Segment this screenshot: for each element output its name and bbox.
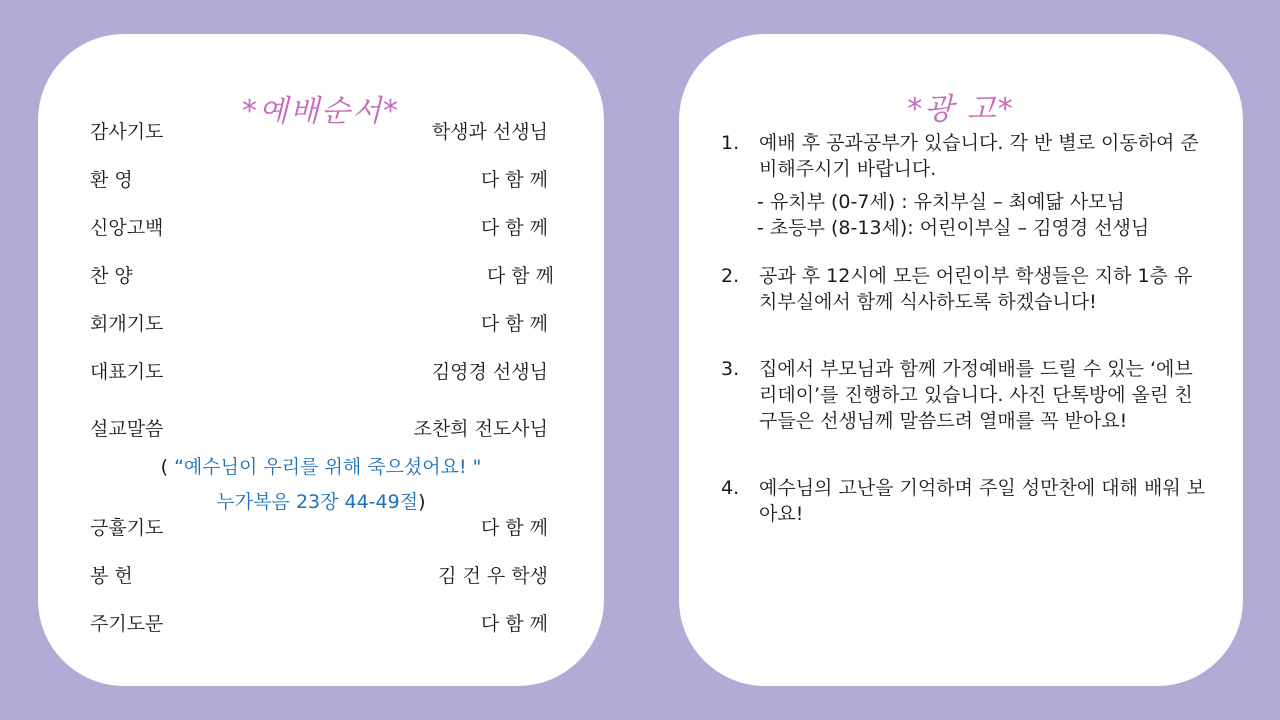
order-row-leader: 김 건 우 학생 [438,565,548,587]
order-row-label: 대표기도 [90,361,164,383]
announcement-item [721,356,1221,434]
order-row [38,414,604,444]
announcement-item [721,263,1221,315]
announcement-subitem: - 유치부 (0-7세) : 유치부실 – 최예닮 사모님 [757,191,1125,213]
sermon-title-text: “예수님이 우리를 위해 죽으셨어요! " [174,456,482,478]
announcement-subitem: - 초등부 (8-13세): 어린이부실 – 김영경 선생님 [757,217,1150,239]
worship-order-title: *예배순서* [242,94,400,129]
order-row-label: 신앙고백 [90,217,164,239]
announcement-number: 3. [721,358,740,380]
order-row [38,165,604,195]
announcement-item [721,475,1221,527]
sermon-scripture-text: 누가복음 23장 44-49절 [216,491,419,513]
announcement-number: 1. [721,132,740,154]
announcement-text: 집에서 부모님과 함께 가정예배를 드릴 수 있는 ‘에브리데이’를 진행하고 있습니다. 사진 단톡방에 올린 친구들은 선생님께 말씀드려 열매를 꼭 받아요! [759,358,1193,432]
order-row-leader: 학생과 선생님 [431,121,548,143]
order-row [38,357,604,387]
worship-order-card [38,34,604,686]
order-row [38,261,604,291]
sermon-scripture [38,487,604,514]
order-row-leader: 다 함 께 [480,313,548,335]
announcement-text: 예수님의 고난을 기억하며 주일 성만찬에 대해 배워 보아요! [759,477,1206,525]
sermon-title [38,452,604,479]
sermon-open-paren: ( [160,456,175,478]
order-row-label: 주기도문 [90,613,164,635]
order-row [38,309,604,339]
order-row-leader: 김영경 선생님 [431,361,548,383]
order-row-label: 긍휼기도 [90,517,164,539]
order-row [38,117,604,147]
order-row-leader: 다 함 께 [480,217,548,239]
order-row-leader: 다 함 께 [480,613,548,635]
announcement-text: 예배 후 공과공부가 있습니다. 각 반 별로 이동하여 준비해주시기 바랍니다. [759,132,1199,180]
order-row-label: 봉 헌 [90,565,133,587]
announcements-title: *광 고* [907,92,1015,127]
order-row-label: 환 영 [90,169,133,191]
order-row [38,609,604,639]
sermon-close-paren: ) [418,491,426,513]
order-row-leader: 다 함 께 [480,169,548,191]
order-row [38,561,604,591]
order-row [38,513,604,543]
announcements-card [679,34,1243,686]
announcement-number: 4. [721,477,740,499]
announcement-item [721,130,1221,190]
announcement-number: 2. [721,265,740,287]
order-row-leader: 다 함 께 [486,265,554,287]
order-row-label: 감사기도 [90,121,164,143]
order-row-label: 회개기도 [90,313,164,335]
order-row-label: 찬 양 [90,265,133,287]
announcement-text: 공과 후 12시에 모든 어린이부 학생들은 지하 1층 유치부실에서 함께 식사하도록 하겠습니다! [759,265,1193,313]
order-row-label: 설교말씀 [90,418,164,440]
order-row [38,213,604,243]
order-row-leader: 다 함 께 [480,517,548,539]
order-row-leader: 조찬희 전도사님 [413,418,548,440]
